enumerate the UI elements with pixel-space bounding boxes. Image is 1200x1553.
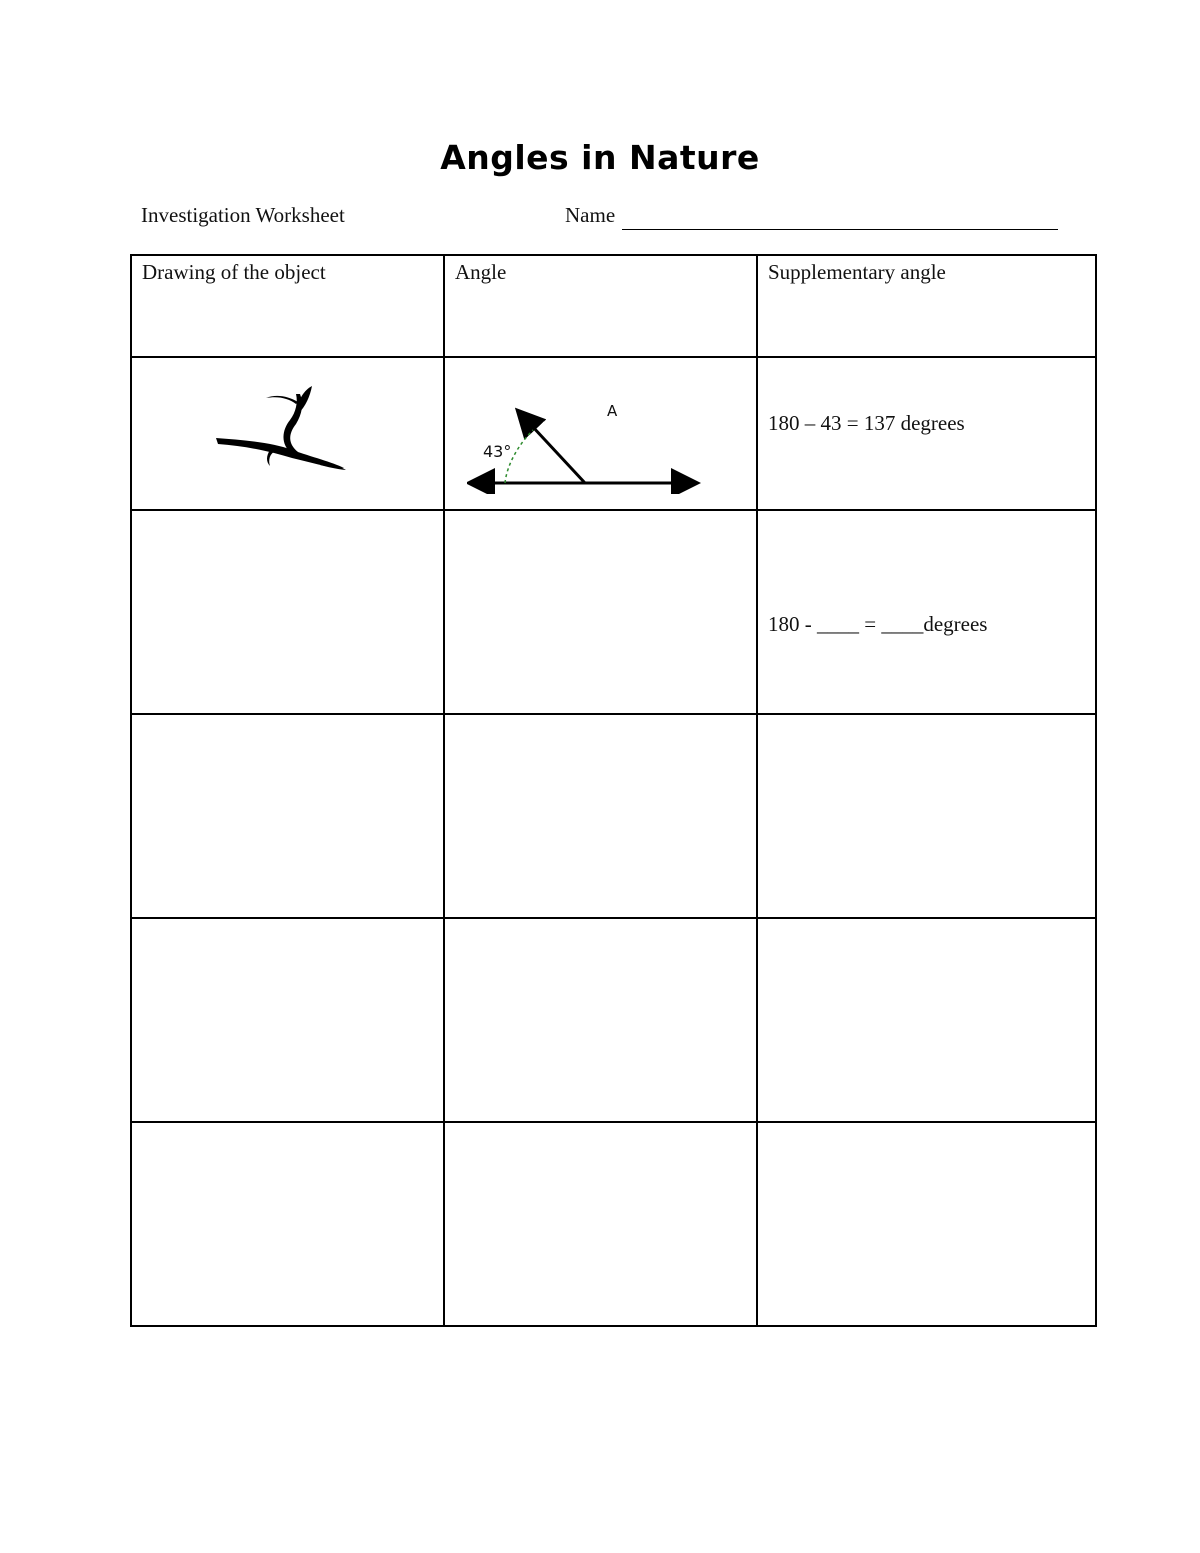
- supplementary-cell[interactable]: [757, 510, 1096, 714]
- header-cell: [131, 255, 444, 357]
- page-title: Angles in Nature: [440, 138, 760, 177]
- angle-cell[interactable]: [444, 714, 757, 918]
- table-header-row: [131, 255, 1096, 357]
- supplementary-cell: [757, 357, 1096, 510]
- table-row: [131, 714, 1096, 918]
- table-row-example: [131, 357, 1096, 510]
- worksheet-subtitle: Investigation Worksheet: [141, 203, 345, 227]
- header-supplementary: Supplementary angle: [768, 260, 946, 284]
- name-blank-line[interactable]: [622, 229, 1058, 230]
- example-equation: 180 – 43 = 137 degrees: [768, 411, 965, 435]
- angle-value: 43°: [483, 442, 512, 461]
- supplementary-cell[interactable]: [757, 1122, 1096, 1326]
- plant-sprout-icon: [212, 382, 352, 477]
- drawing-cell[interactable]: [131, 1122, 444, 1326]
- header-drawing: Drawing of the object: [142, 260, 326, 284]
- name-label: Name: [565, 203, 616, 227]
- angle-cell[interactable]: [444, 918, 757, 1122]
- table-row: [131, 1122, 1096, 1326]
- angle-diagram: [467, 394, 707, 494]
- fill-in-equation: 180 - ____ = ____degrees: [768, 612, 988, 636]
- header-angle: Angle: [455, 260, 507, 284]
- drawing-cell: [131, 357, 444, 510]
- supplementary-cell[interactable]: [757, 918, 1096, 1122]
- header-cell: [757, 255, 1096, 357]
- angle-cell[interactable]: [444, 1122, 757, 1326]
- table-row: [131, 918, 1096, 1122]
- supplementary-cell[interactable]: [757, 714, 1096, 918]
- angle-cell[interactable]: [444, 510, 757, 714]
- angle-cell: [444, 357, 757, 510]
- header-cell: [444, 255, 757, 357]
- drawing-cell[interactable]: [131, 918, 444, 1122]
- drawing-cell[interactable]: [131, 510, 444, 714]
- worksheet-table: [130, 254, 1097, 1327]
- table-row: [131, 510, 1096, 714]
- drawing-cell[interactable]: [131, 714, 444, 918]
- angle-label-a: A: [607, 402, 618, 420]
- angled-ray: [519, 412, 585, 483]
